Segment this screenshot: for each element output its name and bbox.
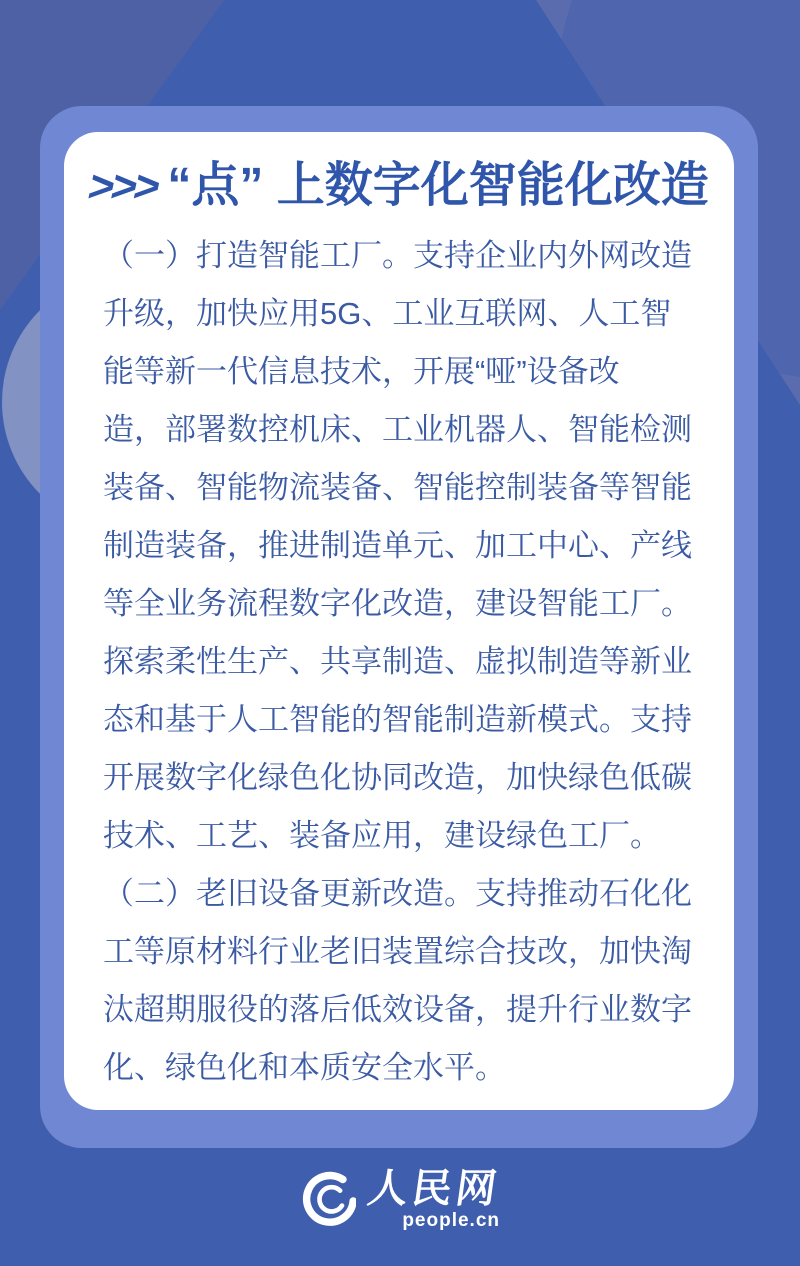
body-line: 造，部署数控机床、工业机器人、智能检测 <box>103 412 692 447</box>
page-title-text: “点” 上数字化智能化改造 <box>167 159 709 212</box>
footer-logo <box>0 1168 800 1232</box>
body-line: （二）老旧设备更新改造。支持推动石化化 <box>103 876 692 911</box>
chevrons-icon: >>> <box>84 162 163 211</box>
body-line: 升级，加快应用5G、工业互联网、人工智 <box>103 296 672 331</box>
body-line: 装备、智能物流装备、智能控制装备等智能 <box>103 470 692 505</box>
body-line: 工等原材料行业老旧装置综合技改，加快淘 <box>103 934 692 969</box>
body-line: 探索柔性生产、共享制造、虚拟制造等新业 <box>103 644 692 679</box>
body-line: 等全业务流程数字化改造，建设智能工厂。 <box>103 586 692 621</box>
body-line: （一）打造智能工厂。支持企业内外网改造 <box>103 238 692 273</box>
body-line: 开展数字化绿色化协同改造，加快绿色低碳 <box>103 760 692 795</box>
body-line: 制造装备，推进制造单元、加工中心、产线 <box>103 528 692 563</box>
body-line: 化、绿色化和本质安全水平。 <box>103 1050 506 1085</box>
globe-crescent-icon <box>300 1170 356 1230</box>
body-line: 技术、工艺、装备应用，建设绿色工厂。 <box>103 818 661 853</box>
body-text <box>103 227 698 1097</box>
body-line: 态和基于人工智能的智能制造新模式。支持 <box>103 702 692 737</box>
page-title <box>64 158 734 215</box>
body-line: 汰超期服役的落后低效设备，提升行业数字 <box>103 992 692 1027</box>
body-line: 能等新一代信息技术，开展“哑”设备改 <box>103 354 620 389</box>
brand-name: 人民网 <box>364 1167 504 1211</box>
brand-domain: people.cn <box>402 1210 500 1231</box>
content-card <box>64 132 734 1110</box>
brand-block <box>364 1167 504 1232</box>
